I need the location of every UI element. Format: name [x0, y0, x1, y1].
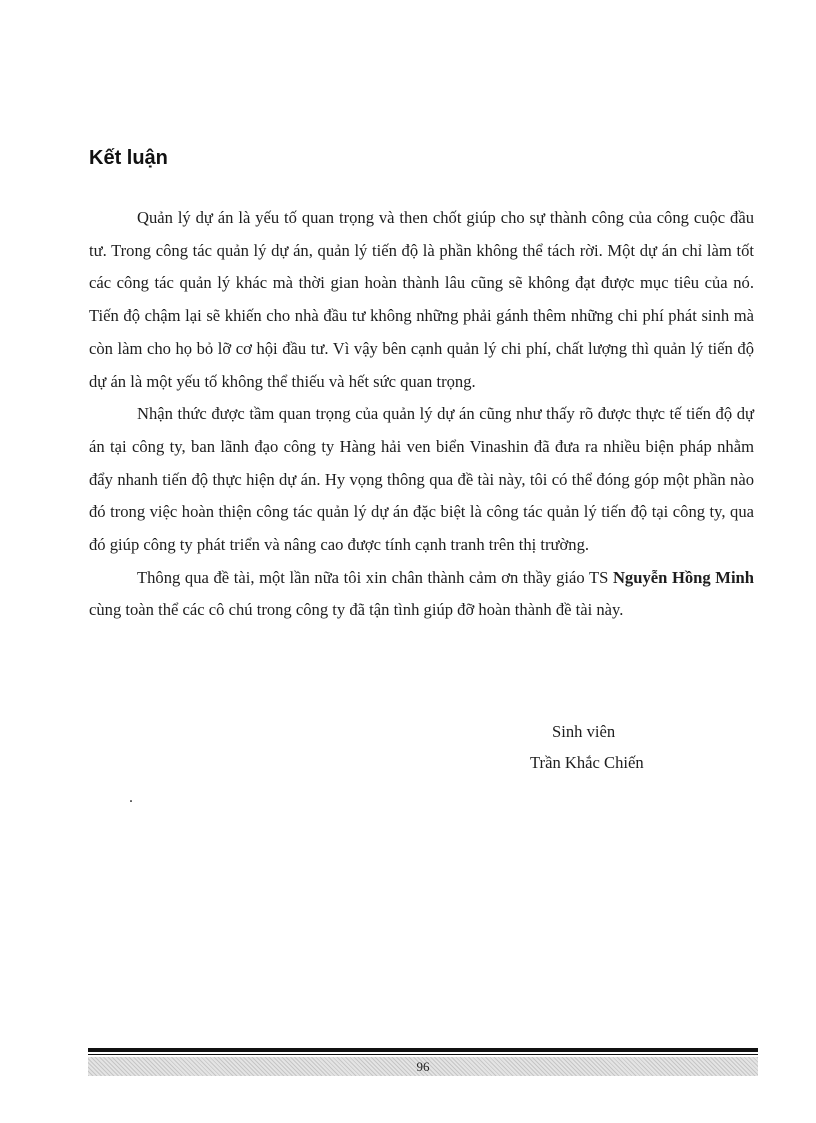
section-heading: Kết luận: [89, 147, 168, 169]
paragraph-3: [89, 562, 754, 627]
stray-mark: .: [129, 789, 133, 806]
footer-rule-thin: [88, 1054, 758, 1055]
signature-name: Trần Khắc Chiến: [530, 753, 644, 772]
footer-rule-thick: [88, 1048, 758, 1052]
signature-role: Sinh viên: [552, 722, 616, 741]
closing-text-before: Thông qua đề tài, một lần nữa tôi xin chân thành cảm ơn thầy giáo TS: [137, 567, 613, 587]
paragraph-1: Quản lý dự án là yếu tố quan trọng và then chốt giúp cho sự thành công của công cuộc đầu tư. Trong công tác quản lý dự án, quản lý tiến độ là phần không thể tách rời. Một dự án chỉ làm tốt các công tác quản lý khác mà thời gian hoàn thành lâu cũng sẽ không đạt được mục tiêu của nó. Tiến độ chậm lại sẽ khiến cho nhà đầu tư không những phải gánh thêm những chi phí phát sinh mà còn làm cho họ bỏ lỡ cơ hội đầu tư. Vì vậy bên cạnh quản lý chi phí, chất lượng thì quản lý tiến độ dự án là một yếu tố không thể thiếu và hết sức quan trọng.: [89, 208, 754, 391]
paragraph-2: Nhận thức được tầm quan trọng của quản lý dự án cũng như thấy rõ được thực tế tiến độ dự án tại công ty, ban lãnh đạo công ty Hàng hải ven biển Vinashin đã đưa ra nhiều biện pháp nhằm đẩy nhanh tiến độ thực hiện dự án. Hy vọng thông qua đề tài này, tôi có thể đóng góp một phần nào đó trong việc hoàn thiện công tác quản lý dự án đặc biệt là công tác quản lý tiến độ tại công ty, qua đó giúp công ty phát triển và nâng cao được tính cạnh tranh trên thị trường.: [89, 404, 754, 555]
footer-band: [88, 1057, 758, 1076]
body-text: [89, 202, 754, 627]
page-number: 96: [416, 1059, 430, 1074]
closing-text-after: cùng toàn thể các cô chú trong công ty đã tận tình giúp đỡ hoàn thành đề tài này.: [89, 600, 624, 620]
signature-block: [530, 716, 730, 778]
advisor-name: Nguyễn Hồng Minh: [612, 567, 755, 587]
